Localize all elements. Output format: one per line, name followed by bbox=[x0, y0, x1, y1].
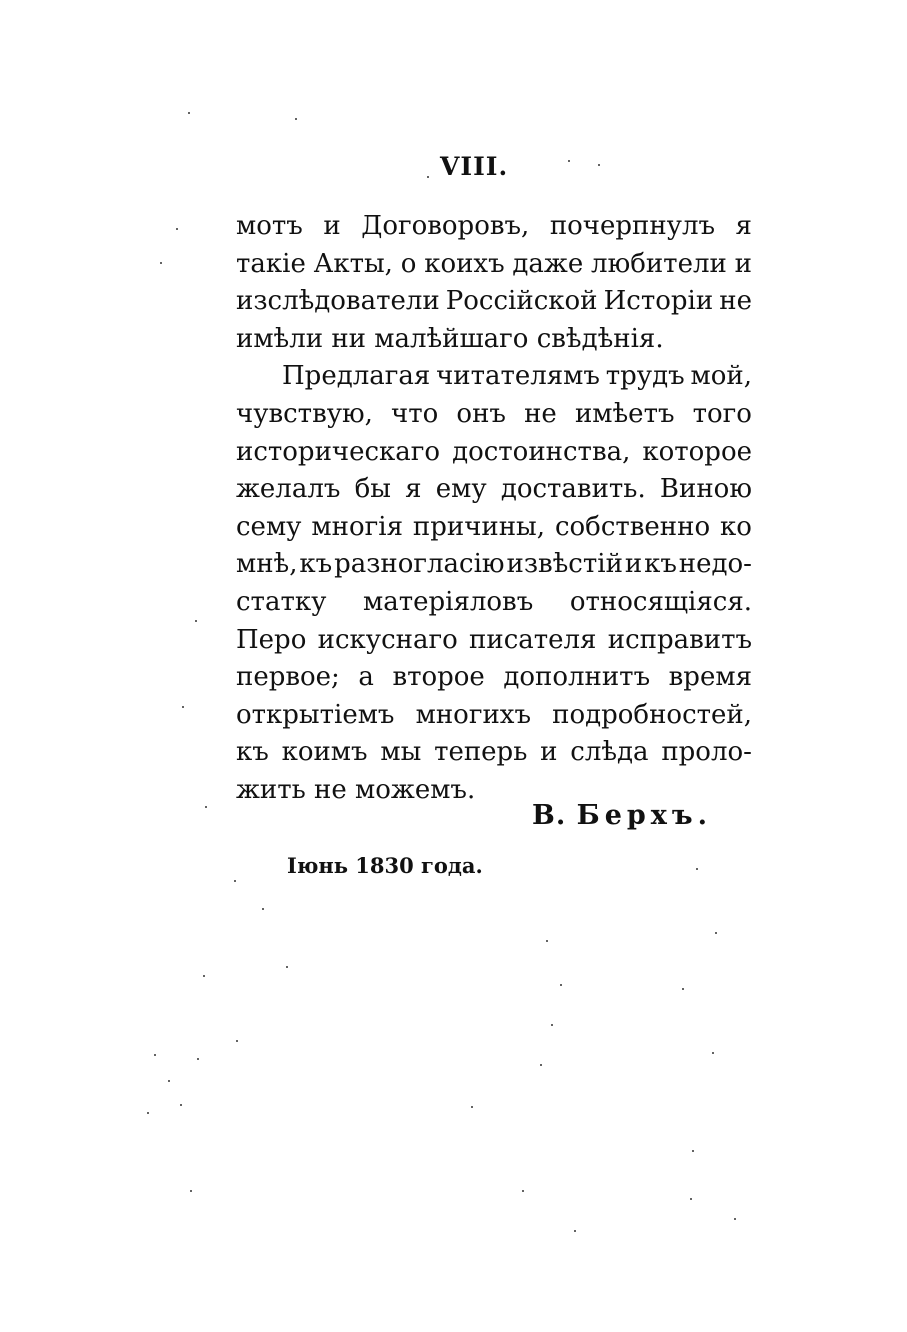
text-line: изслѣдователи Россійской Исторіи не bbox=[236, 286, 752, 317]
text-line: такіе Акты, о коихъ даже любители и bbox=[236, 248, 752, 279]
scan-speck bbox=[154, 1054, 156, 1056]
text-line: имѣли ни малѣйшаго свѣдѣнія. bbox=[236, 323, 664, 354]
scan-speck bbox=[427, 176, 429, 178]
text-line: открытіемъ многихъ подробностей, bbox=[236, 699, 752, 730]
scan-speck bbox=[598, 164, 600, 166]
text-line: сему многія причины, собственно ко bbox=[236, 511, 752, 542]
scan-speck bbox=[236, 1040, 238, 1042]
scan-speck bbox=[176, 228, 178, 230]
date-line: Іюнь 1830 года. bbox=[287, 853, 483, 878]
scan-speck bbox=[160, 262, 162, 264]
scan-speck bbox=[190, 1190, 192, 1192]
scan-speck bbox=[560, 984, 562, 986]
scan-speck bbox=[715, 932, 717, 934]
scan-speck bbox=[696, 868, 698, 870]
scan-speck bbox=[546, 940, 548, 942]
text-line: къ коимъ мы теперь и слѣда проло- bbox=[236, 737, 752, 768]
scan-speck bbox=[690, 1198, 692, 1200]
text-line: чувствую, что онъ не имѣетъ того bbox=[236, 398, 752, 429]
scan-speck bbox=[197, 1058, 199, 1060]
text-line: мнѣ, къ разногласію извѣстій и къ недо- bbox=[236, 549, 752, 580]
scan-speck bbox=[147, 1112, 149, 1114]
page-number: VIII. bbox=[440, 152, 509, 181]
scan-speck bbox=[522, 1190, 524, 1192]
scan-speck bbox=[182, 706, 184, 708]
scan-speck bbox=[712, 1052, 714, 1054]
body-text bbox=[236, 208, 752, 810]
text-line: мотъ и Договоровъ, почерпнулъ я bbox=[236, 211, 752, 241]
scan-speck bbox=[682, 988, 684, 990]
signature-initial: В. bbox=[532, 800, 567, 831]
text-line: жить не можемъ. bbox=[236, 774, 476, 805]
scan-speck bbox=[188, 112, 190, 114]
scan-speck bbox=[195, 620, 197, 622]
scan-speck bbox=[262, 908, 264, 910]
scan-speck bbox=[568, 160, 570, 162]
scan-speck bbox=[286, 966, 288, 968]
scan-speck bbox=[551, 1024, 553, 1026]
scan-speck bbox=[295, 118, 297, 120]
text-line: статку матеріяловъ относящіяся. bbox=[236, 586, 752, 617]
scan-speck bbox=[205, 806, 207, 808]
author-signature bbox=[532, 800, 712, 831]
text-line: историческаго достоинства, которое bbox=[236, 436, 752, 467]
scan-speck bbox=[574, 1230, 576, 1232]
text-line: первое; а второе дополнитъ время bbox=[236, 662, 752, 693]
scan-speck bbox=[168, 1080, 170, 1082]
scan-speck bbox=[540, 1064, 542, 1066]
scan-speck bbox=[234, 880, 236, 882]
scan-speck bbox=[203, 975, 205, 977]
text-line: Предлагая читателямъ трудъ мой, bbox=[282, 361, 752, 392]
text-line: желалъ бы я ему доставить. Виною bbox=[236, 474, 752, 505]
scan-speck bbox=[180, 1104, 182, 1106]
scan-speck bbox=[734, 1218, 736, 1220]
signature-surname: Берхъ. bbox=[576, 800, 712, 831]
scan-speck bbox=[692, 1150, 694, 1152]
scan-speck bbox=[471, 1106, 473, 1108]
text-line: Перо искуснаго писателя исправитъ bbox=[236, 624, 752, 655]
